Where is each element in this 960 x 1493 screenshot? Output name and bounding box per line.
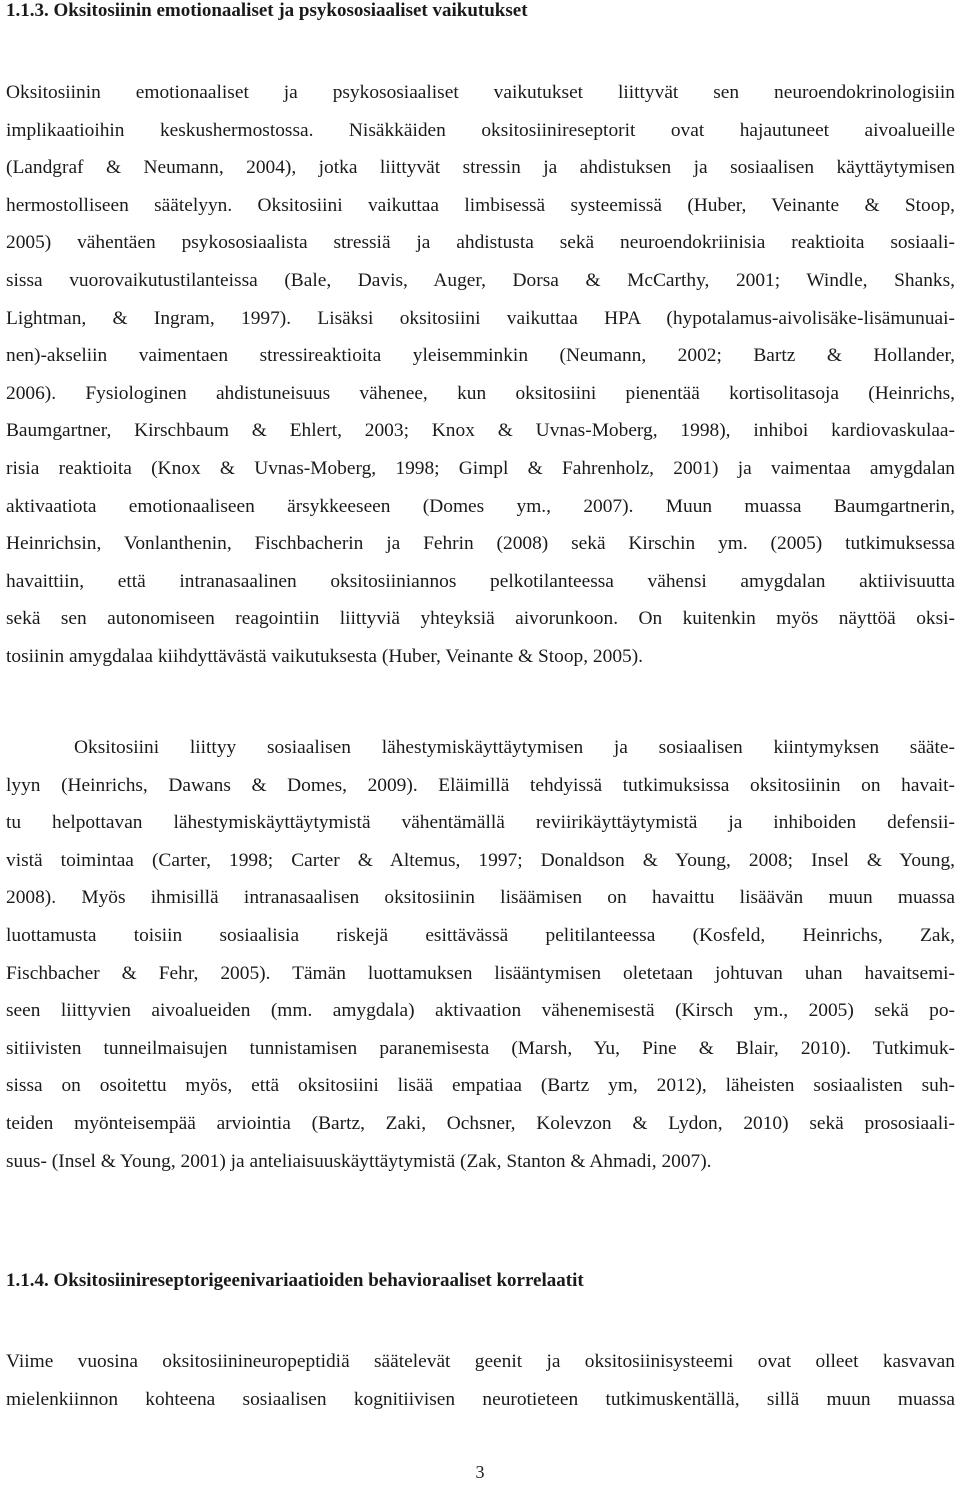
text-line: Heinrichsin, Vonlanthenin, Fischbacherin ja Fehrin (2008) sekä Kirschin ym. (2005) tutkimuksessa: [6, 533, 955, 555]
text-line: tu helpottavan lähestymiskäyttäytymistä vähentämällä reviirikäyttäytymistä ja inhiboiden defensii-: [6, 812, 955, 834]
text-line: risia reaktioita (Knox & Uvnas-Moberg, 1998; Gimpl & Fahrenholz, 2001) ja vaimentaa amygdalan: [6, 457, 955, 479]
text-line: lyyn (Heinrichs, Dawans & Domes, 2009). Eläimillä tehdyissä tutkimuksissa oksitosiinin on havait-: [6, 774, 955, 796]
text-line: aktivaatiota emotionaaliseen ärsykkeeseen (Domes ym., 2007). Muun muassa Baumgartnerin,: [6, 495, 955, 517]
text-line: Lightman, & Ingram, 1997). Lisäksi oksitosiini vaikuttaa HPA (hypotalamus-aivolisäke-lisämunuai-: [6, 307, 955, 329]
text-line: 2005) vähentäen psykososiaalista stressiä ja ahdistusta sekä neuroendokriinisia reaktioita sosiaali-: [6, 232, 955, 254]
text-line: teiden myönteisempää arviointia (Bartz, Zaki, Ochsner, Kolevzon & Lydon, 2010) sekä prososiaali-: [6, 1112, 955, 1134]
text-line: seen liittyvien aivoalueiden (mm. amygdala) aktivaation vähenemisestä (Kirsch ym., 2005) sekä po-: [6, 1000, 955, 1022]
text-line: sissa vuorovaikutustilanteissa (Bale, Davis, Auger, Dorsa & McCarthy, 2001; Windle, Shanks,: [6, 269, 955, 291]
text-line: suus- (Insel & Young, 2001) ja anteliaisuuskäyttäytymistä (Zak, Stanton & Ahmadi, 2007).: [6, 1150, 712, 1172]
text-line: mielenkiinnon kohteena sosiaalisen kognitiivisen neurotieteen tutkimuskentällä, sillä muun muassa: [6, 1388, 955, 1410]
text-line: 2008). Myös ihmisillä intranasaalisen oksitosiinin lisäämisen on havaittu lisäävän muun muassa: [6, 887, 955, 909]
text-line: vistä toimintaa (Carter, 1998; Carter & Altemus, 1997; Donaldson & Young, 2008; Insel & Young,: [6, 849, 955, 871]
text-line: luottamusta toisiin sosiaalisia riskejä esittävässä pelitilanteessa (Kosfeld, Heinrichs, Zak,: [6, 924, 955, 946]
page-number: 3: [475, 1462, 485, 1482]
text-line: Viime vuosina oksitosiinineuropeptidiä säätelevät geenit ja oksitosiinisysteemi ovat olleet kasvavan: [6, 1351, 955, 1372]
text-line: sissa on osoitettu myös, että oksitosiini lisää empatiaa (Bartz ym, 2012), läheisten sosiaalisten suh-: [6, 1075, 955, 1097]
section-heading-1-1-4: 1.1.4. Oksitosiinireseptorigeenivariaatioiden behavioraaliset korrelaatit: [6, 1270, 584, 1291]
text-line: (Landgraf & Neumann, 2004), jotka liittyvät stressin ja ahdistuksen ja sosiaalisen käyttäytymisen: [6, 157, 955, 179]
text-line: Baumgartner, Kirschbaum & Ehlert, 2003; Knox & Uvnas-Moberg, 1998), inhiboi kardiovaskulaa-: [6, 420, 955, 442]
text-line: Oksitosiinin emotionaaliset ja psykososiaaliset vaikutukset liittyvät sen neuroendokrinologisiin: [6, 82, 955, 103]
text-line: sekä sen autonomiseen reagointiin liittyviä yhteyksiä aivorunkoon. On kuitenkin myös näyttöä oksi-: [6, 608, 955, 630]
text-line: sitiivisten tunneilmaisujen tunnistamisen paranemisesta (Marsh, Yu, Pine & Blair, 2010). Tutkimuk-: [6, 1037, 955, 1059]
text-line: 2006). Fysiologinen ahdistuneisuus vähenee, kun oksitosiini pienentää kortisolitasoja (Heinrichs,: [6, 382, 955, 404]
text-line: hermostolliseen säätelyyn. Oksitosiini vaikuttaa limbisessä systeemissä (Huber, Veinante & Stoop,: [6, 194, 955, 216]
section-heading-1-1-3: 1.1.3. Oksitosiinin emotionaaliset ja psykososiaaliset vaikutukset: [6, 0, 528, 21]
text-line: tosiinin amygdalaa kiihdyttävästä vaikutuksesta (Huber, Veinante & Stoop, 2005).: [6, 645, 644, 667]
text-line: havaittiin, että intranasaalinen oksitosiiniannos pelkotilanteessa vähensi amygdalan aktiivisuutta: [6, 570, 955, 592]
paragraph-social-approach: [6, 729, 955, 1180]
text-line: Oksitosiini liittyy sosiaalisen lähestymiskäyttäytymisen ja sosiaalisen kiintymyksen sääte-: [74, 737, 955, 758]
text-line: nen)-akseliin vaimentaen stressireaktioita yleisemminkin (Neumann, 2002; Bartz & Hollander,: [6, 345, 955, 367]
text-line: implikaatioihin keskushermostossa. Nisäkkäiden oksitosiinireseptorit ovat hajautuneet aivoalueille: [6, 119, 955, 141]
paragraph-receptor-genes: [6, 1343, 955, 1418]
paragraph-emotional-effects: [6, 74, 955, 676]
text-line: Fischbacher & Fehr, 2005). Tämän luottamuksen lisääntymisen oletetaan johtuvan uhan havaitsemi-: [6, 962, 955, 984]
